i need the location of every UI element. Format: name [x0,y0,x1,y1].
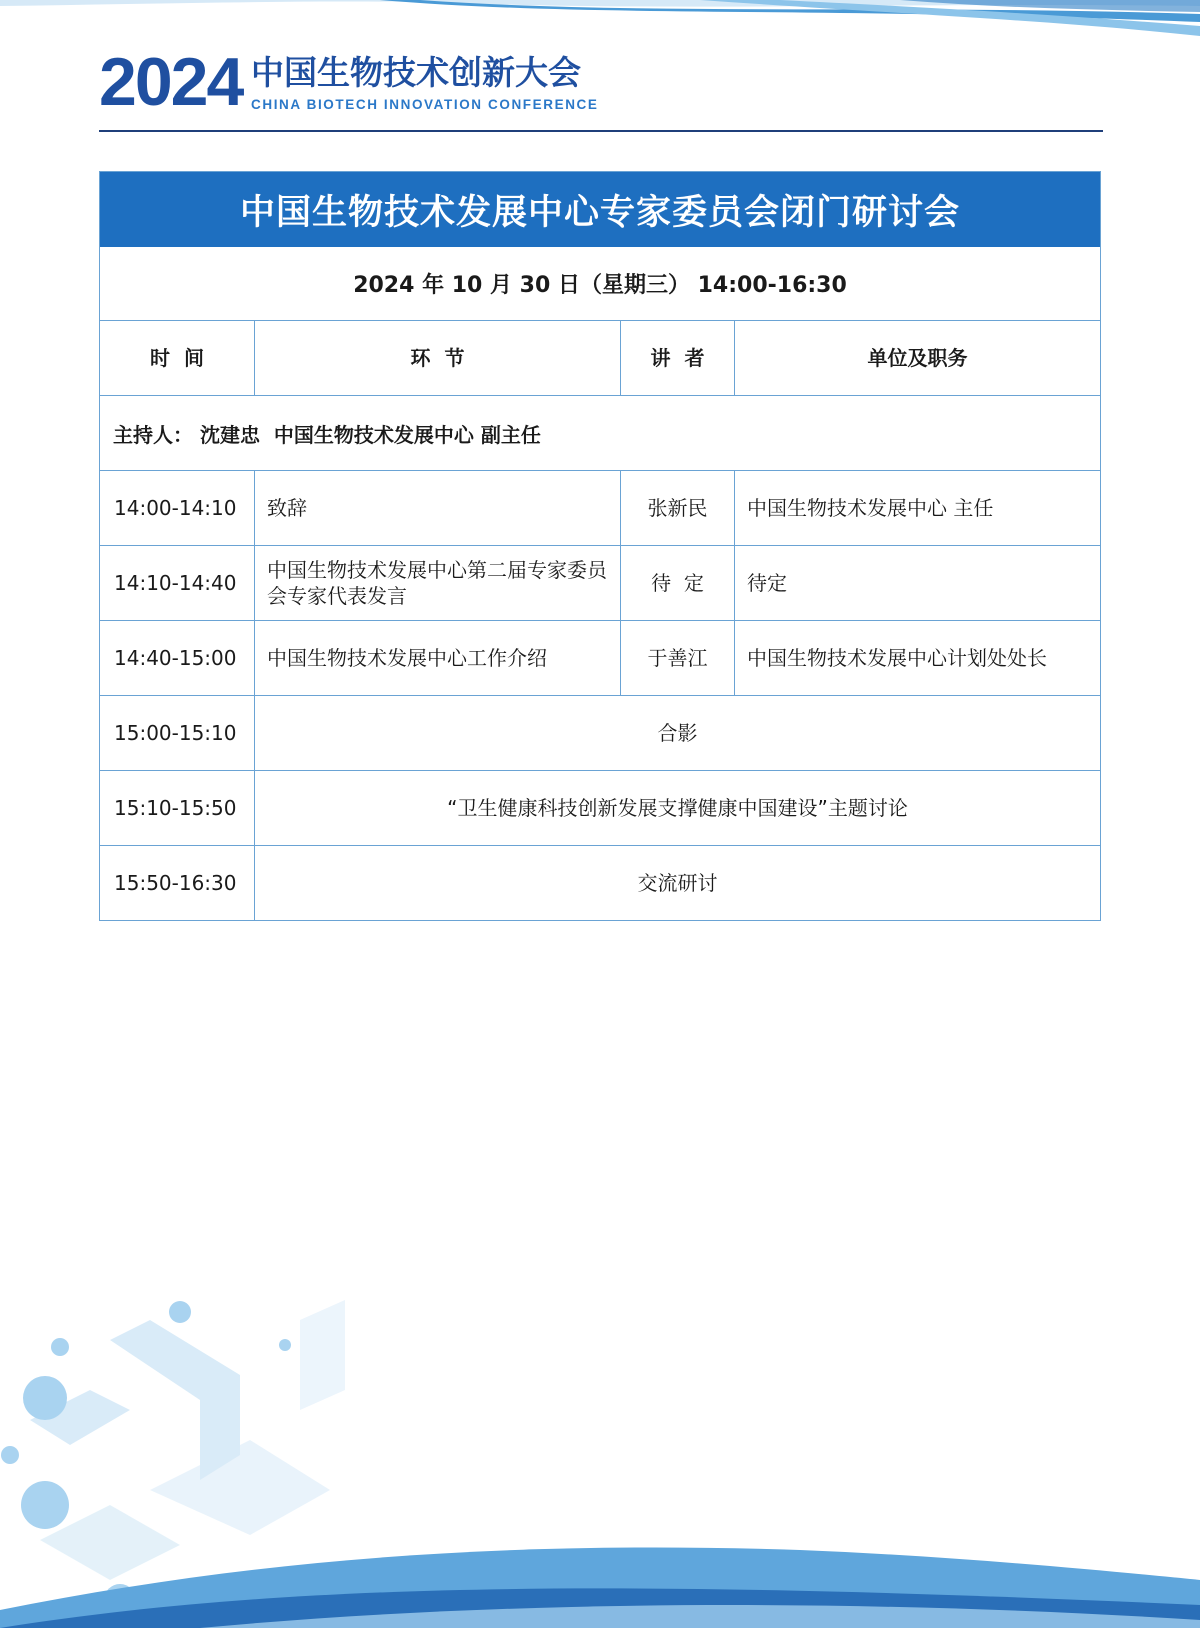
time-cell: 14:00-14:10 [100,471,255,545]
conference-name-cn: 中国生物技术创新大会 [251,53,581,92]
host-row: 主持人： 沈建忠 中国生物技术发展中心 副主任 [100,396,1100,471]
session-cell: 致辞 [255,471,621,545]
table-row [100,471,1100,546]
header-divider [99,130,1103,132]
speaker-cell: 待 定 [621,546,735,620]
speaker-cell: 于善江 [621,621,735,695]
column-header-affiliation: 单位及职务 [867,346,968,370]
table-row [100,696,1100,771]
session-cell: 交流研讨 [637,871,718,895]
table-row [100,846,1100,920]
agenda-table [99,171,1101,921]
table-row [100,771,1100,846]
conference-year: 2024 [99,44,243,120]
time-cell: 15:00-15:10 [100,696,255,770]
affiliation-cell: 中国生物技术发展中心 主任 [747,496,994,520]
time-cell: 14:40-15:00 [100,621,255,695]
session-cell: “卫生健康科技创新发展支撑健康中国建设”主题讨论 [447,796,908,820]
speaker-cell: 张新民 [621,471,735,545]
agenda-title: 中国生物技术发展中心专家委员会闭门研讨会 [100,172,1100,247]
agenda-date: 2024 年 10 月 30 日（星期三） 14:00-16:30 [100,247,1100,321]
top-wave-decoration [0,0,1200,40]
time-cell: 15:50-16:30 [100,846,255,920]
session-cell: 中国生物技术发展中心工作介绍 [255,621,621,695]
conference-name-en: CHINA BIOTECH INNOVATION CONFERENCE [251,97,599,112]
table-row [100,621,1100,696]
session-cell: 合影 [657,721,698,745]
affiliation-cell: 中国生物技术发展中心计划处处长 [747,646,1047,670]
affiliation-cell: 待定 [747,571,787,595]
session-cell: 中国生物技术发展中心第二届专家委员会专家代表发言 [255,546,621,620]
column-header-time: 时 间 [100,321,255,395]
table-row [100,546,1100,621]
table-header-row [100,321,1100,396]
time-cell: 14:10-14:40 [100,546,255,620]
column-header-speaker: 讲 者 [621,321,735,395]
column-header-session: 环 节 [255,321,621,395]
molecule-wave-decoration [0,1280,1200,1628]
time-cell: 15:10-15:50 [100,771,255,845]
